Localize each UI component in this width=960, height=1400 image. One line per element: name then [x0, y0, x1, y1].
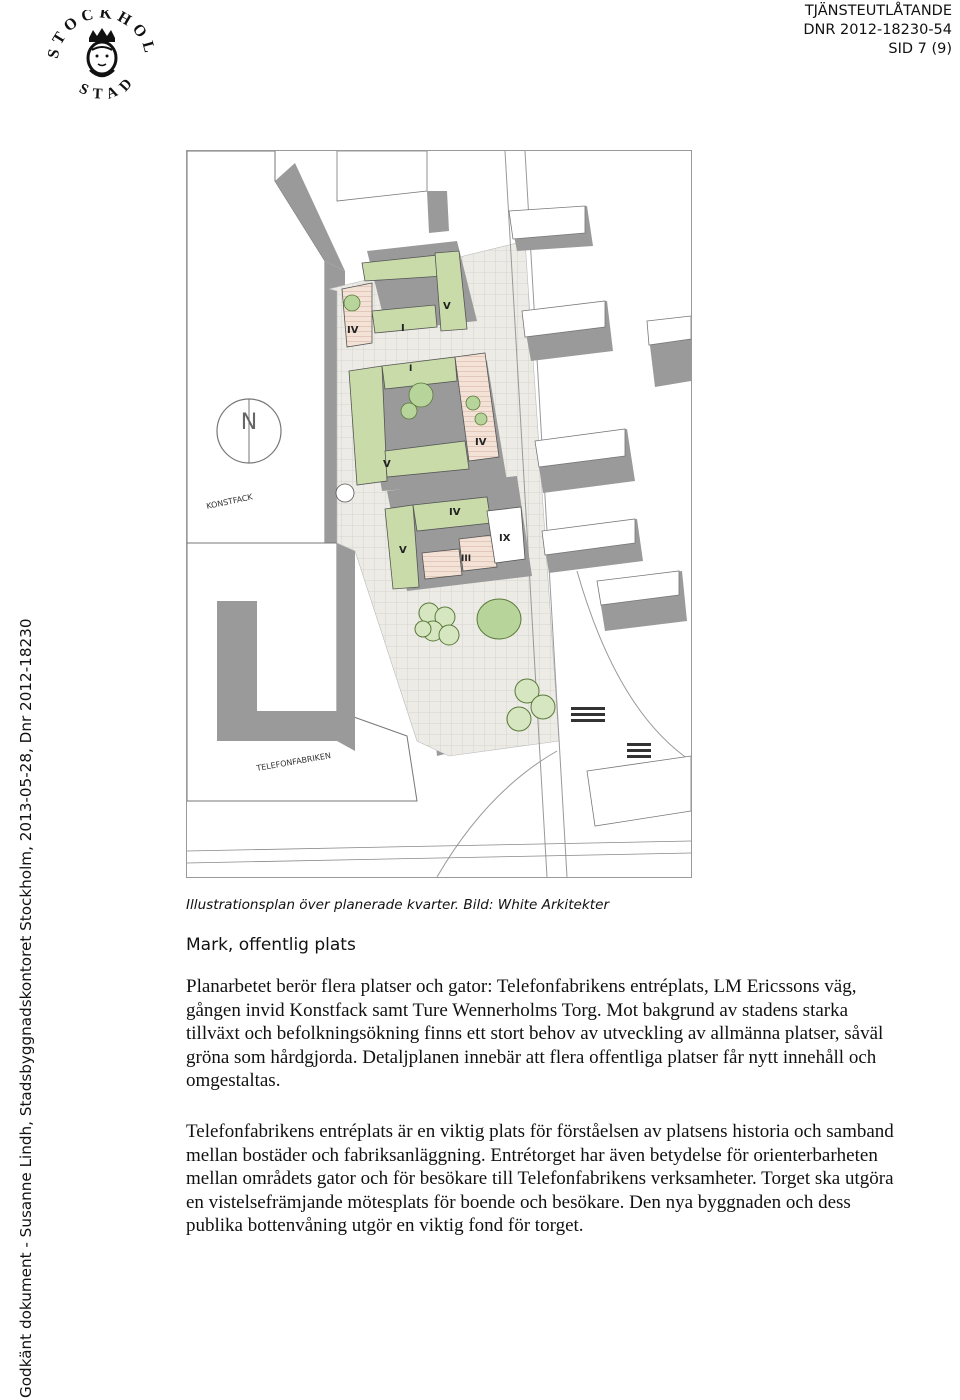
- svg-text:STAD: STAD: [76, 70, 141, 103]
- telefonfabriken-label: TELEFONFABRIKEN: [255, 751, 332, 773]
- stockholm-stad-logo: [44, 10, 160, 110]
- block-c-west-label: V: [399, 545, 407, 556]
- paragraph-1: Planarbetet berör flera platser och gator: Telefonfabrikens entréplats, LM Ericssons väg, gången invid Konstfack samt Ture Wennerholms Torg. Mot bakgrund av stadens starka tillväxt och befolkningsökning finns ett stort behov av utveckling av allmänna platser, såväl gröna som hårdgjorda. Detaljplanen innebär att flera offentliga platser får nytt innehåll och omgestaltas.: [186, 976, 884, 1091]
- block-c-top-label: IV: [449, 507, 461, 518]
- section-heading: Mark, offentlig plats: [186, 935, 356, 955]
- document-header: [803, 2, 952, 59]
- block-c-mid-label: III: [461, 554, 472, 564]
- block-b-west-label: V: [383, 459, 391, 470]
- block-b-top-label: I: [409, 364, 413, 374]
- konstfack-building: [187, 151, 345, 543]
- stockholm-crest-icon: [44, 10, 160, 110]
- block-a-mid-label: I: [401, 323, 405, 334]
- page-number: SID 7 (9): [888, 41, 952, 57]
- figure-caption: Illustrationsplan över planerade kvarter. Bild: White Arkitekter: [186, 897, 610, 913]
- illustration-plan: [186, 150, 692, 878]
- crosswalks: [571, 707, 651, 758]
- document-number: DNR 2012-18230-54: [803, 22, 952, 38]
- svg-text:STOCKHOLMS: STOCKHOL: [44, 10, 160, 61]
- block-c-east-label: IX: [499, 533, 511, 544]
- approval-side-note: Godkänt dokument - Susanne Lindh, Stadsbyggnadskontoret Stockholm, 2013-05-28, Dnr 2012-18230: [17, 618, 35, 1398]
- konstfack-label: KONSTFACK: [205, 492, 254, 511]
- block-a-east-label: V: [443, 301, 451, 312]
- north-label: N: [240, 410, 258, 435]
- paragraph-2: Telefonfabrikens entréplats är en viktig plats för förståelsen av platsens historia och samband mellan bostäder och fabriksanläggning. Entrétorget har även betydelse för orienterbarheten mellan områdets gator och för besökare till Telefonfabrikens verksamheter. Torget ska utgöra en vistelsefrämjande mötesplats för boende och besökare. Den nya byggnaden och dess publika bottenvåning utgör en viktig fond för torget.: [186, 1121, 894, 1236]
- document-type: TJÄNSTEUTLÅTANDE: [804, 3, 952, 19]
- site-plan-drawing: [187, 151, 691, 877]
- block-b-east-label: IV: [475, 437, 487, 448]
- block-a-west-label: IV: [347, 325, 359, 336]
